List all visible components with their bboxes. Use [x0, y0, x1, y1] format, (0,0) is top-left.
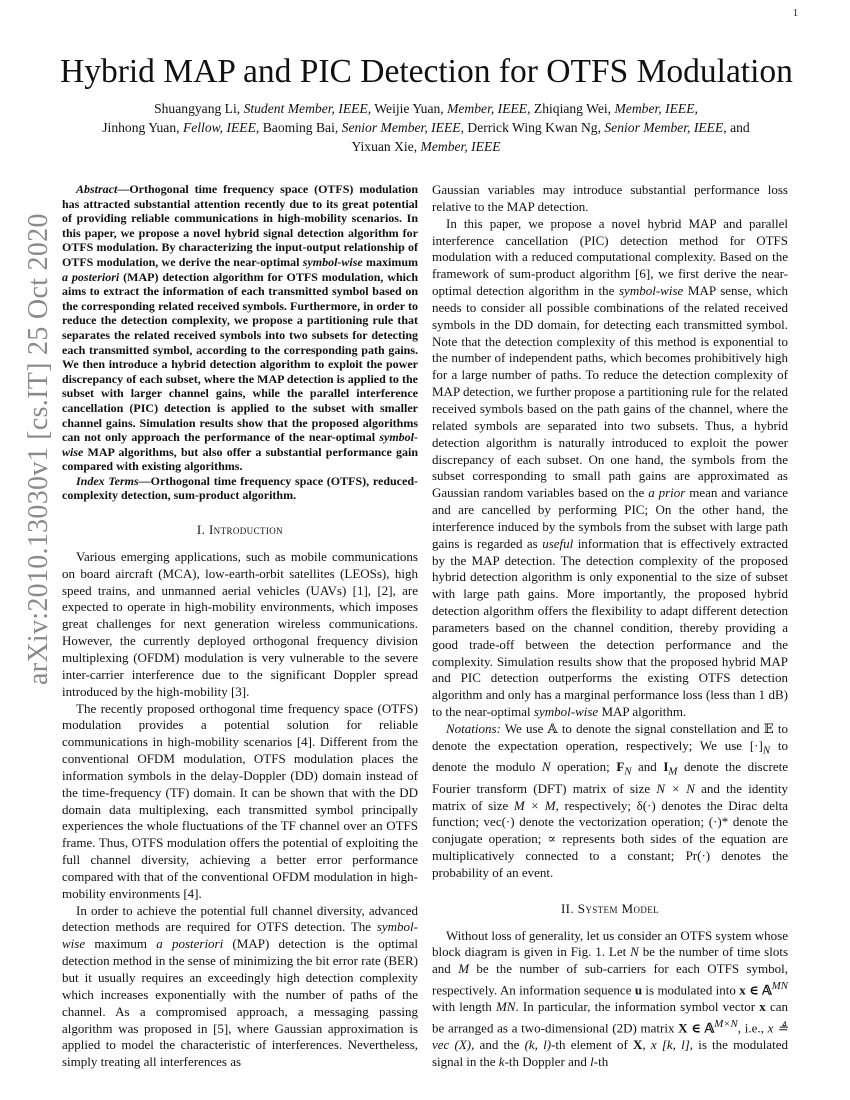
intro-paragraph-3: In order to achieve the potential full channel diversity, advanced detection methods are required for OTFS detection. The symbol-wise maximum a posteriori (MAP) detection is the optimal detection method in the sense of minimizing the bit error rate (BER) but it usually requires an exceedingly high detection complexity which increases exponentially with the number of paths of the channel. As a compromised approach, a messaging passing algorithm was proposed in [5], where Gaussian approximation is applied to model the characteristic of interferences. Nevertheless, simply treating all interferences as — [62, 902, 418, 1070]
author-line-2: Jinhong Yuan, Fellow, IEEE, Baoming Bai, Senior Member, IEEE, Derrick Wing Kwan Ng, Senior Member, IEEE, and — [102, 120, 750, 135]
left-column — [62, 182, 418, 1071]
author-line-3: Yixuan Xie, Member, IEEE — [351, 139, 501, 154]
intro-paragraph-3-continued: Gaussian variables may introduce substantial performance loss relative to the MAP detection. — [432, 182, 788, 214]
intro-paragraph-2: The recently proposed orthogonal time frequency space (OTFS) modulation provides a potential solution for reliable communications in high-mobility scenarios [4]. Different from the conventional OFDM modulation, OTFS modulation places the information symbols in the delay-Doppler (DD) domain instead of the time-frequency (TF) domain. It can be shown that with the DD domain data multiplexing, each transmitted symbol principally experiences the whole fluctuations of the TF channel over an OTFS frame. Thus, OTFS modulation offers the potential of exploiting the full channel diversity, achieving a better error performance compared with that of the conventional OFDM modulation in high-mobility environments [4]. — [62, 700, 418, 901]
right-column — [432, 182, 788, 1071]
section-heading-introduction: I. Introduction — [196, 522, 284, 538]
intro-paragraph-4: In this paper, we propose a novel hybrid MAP and parallel interference cancellation (PIC) detection method for OTFS modulation with a reduced computational complexity. Based on the framework of sum-product algorithm [6], we first derive the near-optimal detection algorithm in the symbol-wise MAP sense, which needs to consider all possible combinations of the related received symbols in the DD domain, for detecting each transmitted symbol. Note that the detection complexity of this method is exponential to the number of independent paths, which becomes prohibitively high for a large number of paths. To reduce the detection complexity of MAP detection, we further propose a partitioning rule for the related received symbols based on the path gains of the channel, where the related symbols are separated into two subsets. Thus, a hybrid detection algorithm is naturally introduced to exploit the power discrepancy of each subset. On one hand, the symbols from the subset corresponding to small path gains are approximated as Gaussian random variables based on the a prior mean and variance and are cancelled by performing PIC; On the other hand, the interference induced by the symbols from the subset with large path gains is regarded as useful information that is effectively extracted by the MAP detection. The detection complexity of the proposed hybrid detection algorithm is only exponential to the size of subset with large path gains. More importantly, the proposed hybrid detection algorithm offers the flexibility to adapt different detection parameters based on the channel condition, thereby providing a good trade-off between the detection performance and the complexity. Simulation results show that the proposed hybrid MAP and PIC detection outperforms the existing OTFS detection algorithm and only has a marginal performance loss (less than 1 dB) to the near-optimal symbol-wise MAP algorithm. — [432, 215, 789, 720]
notations-paragraph: Notations: We use 𝔸 to denote the signal constellation and 𝔼 to denote the expectation operation, respectively; We use $[\cdot]_N$ to denote the modulo N operation; $F_N$ and $I_M$ denote the discrete Fourier transform (DFT) matrix of size N × N and the identity matrix of size M × M, respectively; δ(·) denotes the Dirac delta function; vec(·) denote the vectorization operation; (·)* denote the conjugate operation; ∝ represents both sides of the equation are multiplicatively connected to a constant; Pr(·) denotes the probability of an event. — [432, 721, 788, 880]
paper-title: Hybrid MAP and PIC Detection for OTFS Modulation — [60, 53, 793, 90]
author-list — [60, 99, 792, 156]
page-number: 1 — [793, 8, 798, 19]
section-heading-system-model: II. System Model — [560, 900, 660, 916]
author-line-1: Shuangyang Li, Student Member, IEEE, Weijie Yuan, Member, IEEE, Zhiqiang Wei, Member, IEEE, — [154, 101, 698, 116]
intro-paragraph-1: Various emerging applications, such as mobile communications on board aircraft (MCA), low-earth-orbit satellites (LEOSs), high speed trains, and unmanned aerial vehicles (UAVs) [1], [2], are expected to operate in high-mobility environments, which imposes great challenges for next generation wireless communications. However, the currently deployed orthogonal frequency division multiplexing (OFDM) modulation is very vulnerable to the severe inter-carrier interference due to the significant Doppler spread introduced by the high-mobility [3]. — [62, 548, 418, 699]
abstract: Abstract—Orthogonal time frequency space (OTFS) modulation has attracted substantial attention recently due to its great potential of providing reliable communications in high-mobility scenarios. In this paper, we propose a novel hybrid signal detection algorithm for OTFS modulation. By characterizing the input-output relationship of OTFS modulation, we derive the near-optimal symbol-wise maximum a posteriori (MAP) detection algorithm for OTFS modulation, which aims to extract the information of each transmitted symbol based on the corresponding related received symbols. Furthermore, in order to reduce the detection complexity, we propose a partitioning rule that separates the related received symbols into two subsets for detecting each transmitted symbol, according to the corresponding path gains. We then introduce a hybrid detection algorithm to exploit the power discrepancy of each subset, where the MAP detection is applied to the subset with larger channel gains, while the parallel interference cancellation (PIC) detection is applied to the subset with smaller channel gains. Simulation results show that the proposed algorithms can not only approach the performance of the near-optimal symbol-wise MAP algorithms, but also offer a substantial performance gain compared with existing algorithms. — [62, 182, 419, 474]
index-terms: Index Terms—Orthogonal time frequency space (OTFS), reduced-complexity detection, sum-product algorithm. — [62, 473, 419, 503]
system-model-paragraph: Without loss of generality, let us consider an OTFS system whose block diagram is given in Fig. 1. Let N be the number of time slots and M be the number of sub-carriers for each OTFS symbol, respectively. An information sequence u is modulated into x ∈ 𝔸$^{MN}$ with length MN. In particular, the information symbol vector x can be arranged as a two-dimensional (2D) matrix X ∈ 𝔸$^{M\times N}$, i.e., x ≜ vec (X), and the (k, l)-th element of X, x [k, l], is the modulated signal in the k-th Doppler and l-th — [432, 927, 789, 1070]
arxiv-watermark: arXiv:2010.13030v1 [cs.IT] 25 Oct 2020 — [23, 213, 54, 685]
